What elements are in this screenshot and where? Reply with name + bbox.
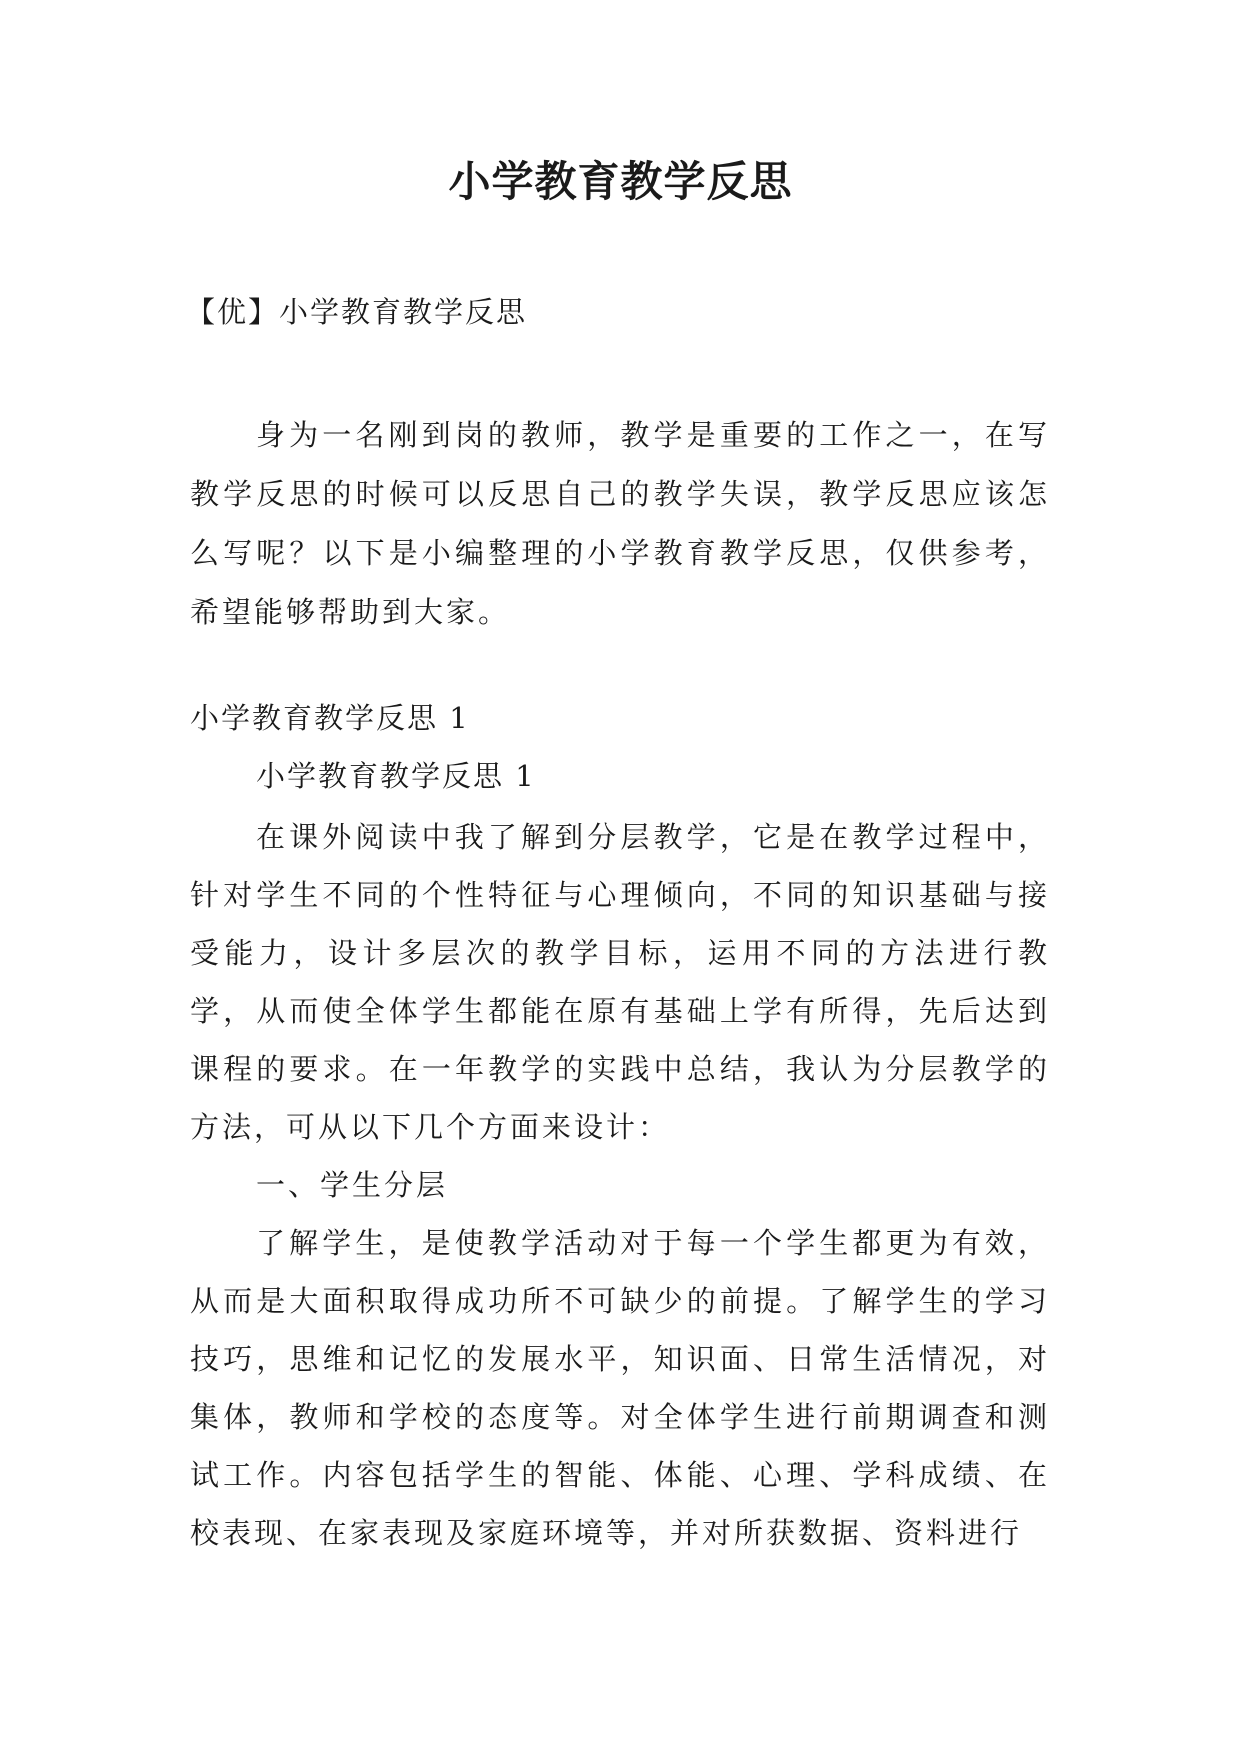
body-paragraph-2: 了解学生，是使教学活动对于每一个学生都更为有效，从而是大面积取得成功所不可缺少的前提。了解学生的学习技巧，思维和记忆的发展水平，知识面、日常生活情况，对集体，教师和学校的态度等。对全体学生进行前期调查和测试工作。内容包括学生的智能、体能、心理、学科成绩、在校表现、在家表现及家庭环境等，并对所获数据、资料进行	[190, 1226, 1050, 1550]
section-subheading: 小学教育教学反思 1	[256, 759, 536, 793]
point-heading-1: 一、学生分层	[256, 1168, 449, 1202]
document-subtitle: 【优】小学教育教学反思	[186, 295, 528, 329]
intro-paragraph: 身为一名刚到岗的教师，教学是重要的工作之一，在写教学反思的时候可以反思自己的教学失误，教学反思应该怎么写呢？以下是小编整理的小学教育教学反思，仅供参考，希望能够帮助到大家。	[190, 418, 1050, 629]
section-heading: 小学教育教学反思 1	[190, 701, 470, 735]
document-title: 小学教育教学反思	[448, 157, 793, 206]
body-paragraph-1: 在课外阅读中我了解到分层教学，它是在教学过程中，针对学生不同的个性特征与心理倾向，不同的知识基础与接受能力，设计多层次的教学目标，运用不同的方法进行教学，从而使全体学生都能在原有基础上学有所得，先后达到课程的要求。在一年教学的实践中总结，我认为分层教学的方法，可从以下几个方面来设计：	[190, 820, 1050, 1144]
